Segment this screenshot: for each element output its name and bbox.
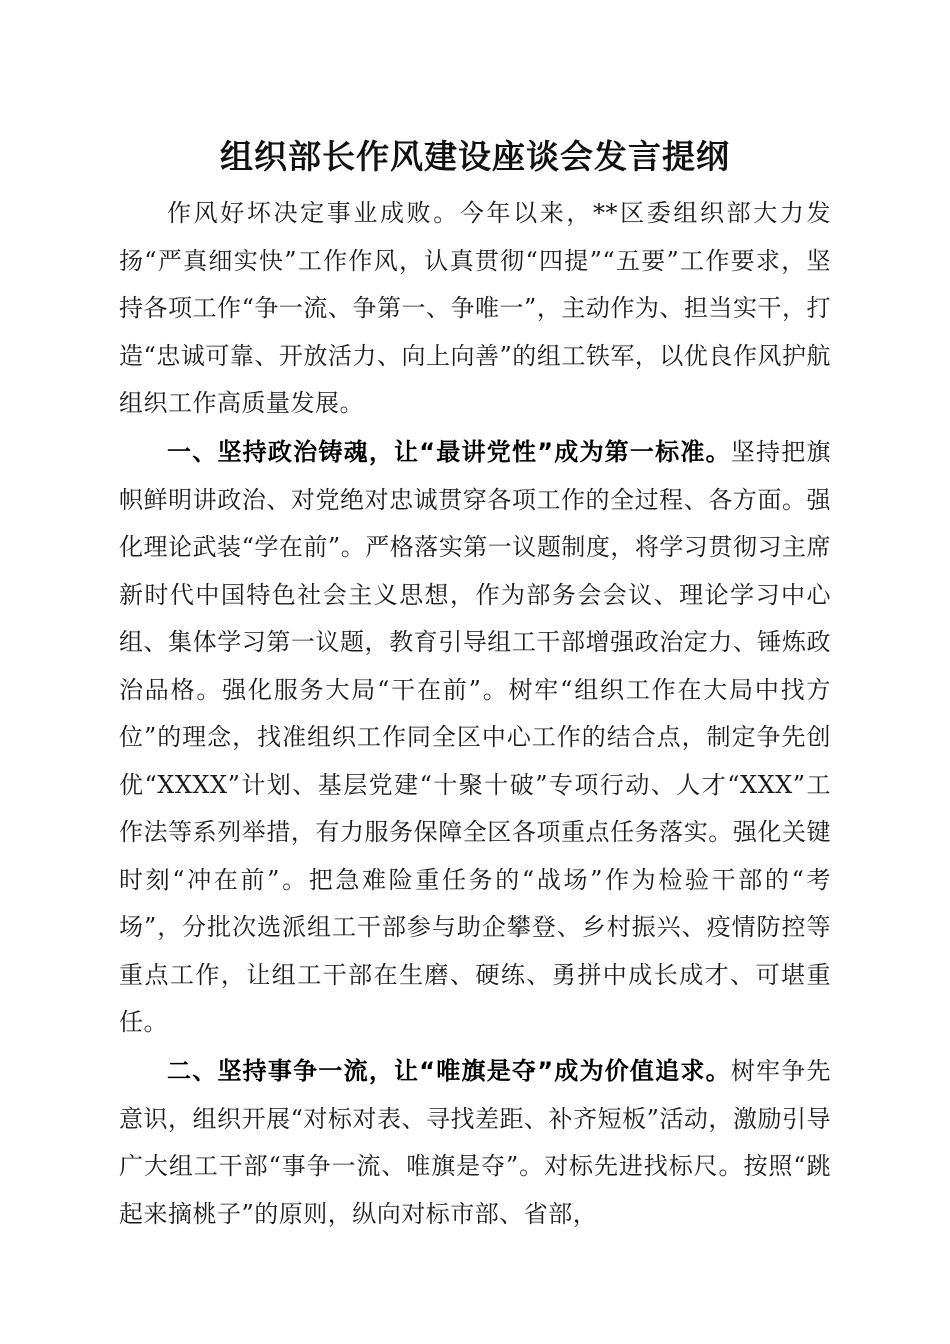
section-2-text: 树牢争先意识，组织开展“对标对表、寻找差距、补齐短板”活动，激励引导广大组工干部“事争一流、唯旗是夺”。对标先进找标尺。按照“跳起来摘桃子”的原则，纵向对标市部、省部， bbox=[119, 1057, 831, 1228]
section-1-heading: 一、坚持政治铸魂，让“最讲党性”成为第一标准。 bbox=[167, 438, 731, 466]
intro-paragraph: 作风好坏决定事业成败。今年以来，**区委组织部大力发扬“严真细实快”工作作风，认真贯彻“四提”“五要”工作要求，坚持各项工作“争一流、争第一、争唯一”，主动作为、担当实干，打造“忠诚可靠、开放活力、向上向善”的组工铁军，以优良作风护航组织工作高质量发展。 bbox=[119, 199, 831, 417]
section-1-paragraph bbox=[119, 429, 831, 1047]
section-1-text: 坚持把旗帜鲜明讲政治、对党绝对忠诚贯穿各项工作的全过程、各方面。强化理论武装“学在前”。严格落实第一议题制度，将学习贯彻习主席新时代中国特色社会主义思想，作为部务会会议、理论学习中心组、集体学习第一议题，教育引导组工干部增强政治定力、锤炼政治品格。强化服务大局“干在前”。树牢“组织工作在大局中找方位”的理念，找准组织工作同全区中心工作的结合点，制定争先创优“XXXX”计划、基层党建“十聚十破”专项行动、人才“XXX”工作法等系列举措，有力服务保障全区各项重点任务落实。强化关键时刻“冲在前”。把急难险重任务的“战场”作为检验干部的“考场”，分批次选派组工干部参与助企攀登、乡村振兴、疫情防控等重点工作，让组工干部在生磨、硬练、勇拼中成长成才、可堪重任。 bbox=[119, 438, 831, 1036]
section-2-heading: 二、坚持事争一流，让“唯旗是夺”成为价值追求。 bbox=[167, 1057, 731, 1085]
section-2-paragraph bbox=[119, 1048, 831, 1238]
document-body bbox=[119, 190, 831, 1238]
document-title: 组织部长作风建设座谈会发言提纲 bbox=[220, 137, 730, 176]
